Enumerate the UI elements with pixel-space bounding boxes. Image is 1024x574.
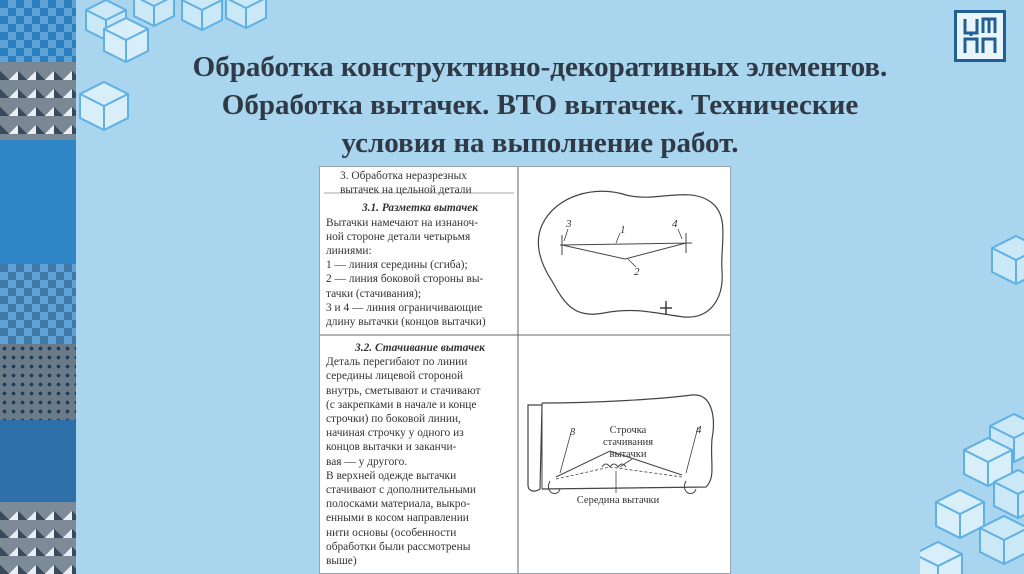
strip-band [0,264,76,344]
strip-band [0,502,76,574]
section-2-line: концов вытачки и заканчи- [326,441,457,454]
section-1-line: 2 — линия боковой стороны вы- [326,273,484,286]
section-1-line: длину вытачки (концов вытачки) [326,316,486,329]
diagram2-label-4: 4 [696,424,702,436]
diagram1-label-1: 1 [620,224,626,236]
diagram2-middle-label: Середина вытачки [576,495,660,506]
diagram2-stitch-line3: вытачки [609,449,647,460]
section-1-line: тачки (стачивания); [326,287,421,300]
section-2-line: вая — у другого. [326,455,408,468]
section-2-line: (с закрепками в начале и конце [326,398,477,411]
strip-band [0,62,76,140]
section-2-line: середины лицевой стороной [326,370,464,383]
slide-title-line-3: условия на выполнение работ. [341,127,739,159]
section-2-line: енными в косом направлении [326,512,469,525]
section-2-line: строчки) по боковой линии, [326,413,461,426]
cube-cluster-right [920,224,1024,574]
section-2-line: Деталь перегибают по линии [326,356,468,369]
section-2-line: нити основы (особенности [326,526,457,539]
diagram1-label-4: 4 [672,218,678,230]
strip-band [0,0,76,62]
section-2-line: В верхней одежде вытачки [326,469,457,482]
section-1-heading-line2: вытачек на цельной детали [340,184,472,197]
dart-processing-figure [319,166,731,574]
section-1-heading-line1: 3. Обработка неразрезных [340,170,467,182]
strip-band [0,344,76,420]
section-1-line: 3 и 4 — линия ограничивающие [326,301,483,314]
section-2-line: начиная строчку у одного из [326,427,464,440]
section-1-line: 1 — линия середины (сгиба); [326,259,468,272]
slide-title [100,48,980,162]
diagram1-label-3: 3 [566,218,572,230]
diagram2-label-3: 3 [570,426,576,438]
section-2-line: стачивают с дополнительными [326,484,476,497]
diagram1-label-2: 2 [634,266,640,278]
strip-band [0,140,76,264]
strip-band [0,420,76,502]
section-2-text [326,341,514,568]
section-1-subheading: 3.1. Разметка вытачек [361,202,479,215]
section-1-line: ной стороне детали четырьмя [326,230,471,243]
section-2-line: выше) [326,555,357,568]
section-2-subheading: 3.2. Стачивание вытачек [355,342,485,354]
diagram2-stitch-line1: Строчка [609,425,647,436]
section-1-line: Вытачки намечают на изнаноч- [326,216,479,229]
section-1-line: линиями: [326,245,372,258]
section-2-line: полосками материала, выкро- [326,498,470,511]
section-2-line: обработки были рассмотрены [326,540,471,553]
section-2-line: внутрь, сметывают и стачивают [326,384,481,397]
left-decorative-strip [0,0,76,574]
diagram2-stitch-line2: стачивания [602,437,654,448]
slide-title-line-1: Обработка конструктивно-декоративных элементов. [192,51,888,83]
slide-title-line-2: Обработка вытачек. ВТО вытачек. Технические [221,89,859,121]
section-1-text [326,169,514,329]
